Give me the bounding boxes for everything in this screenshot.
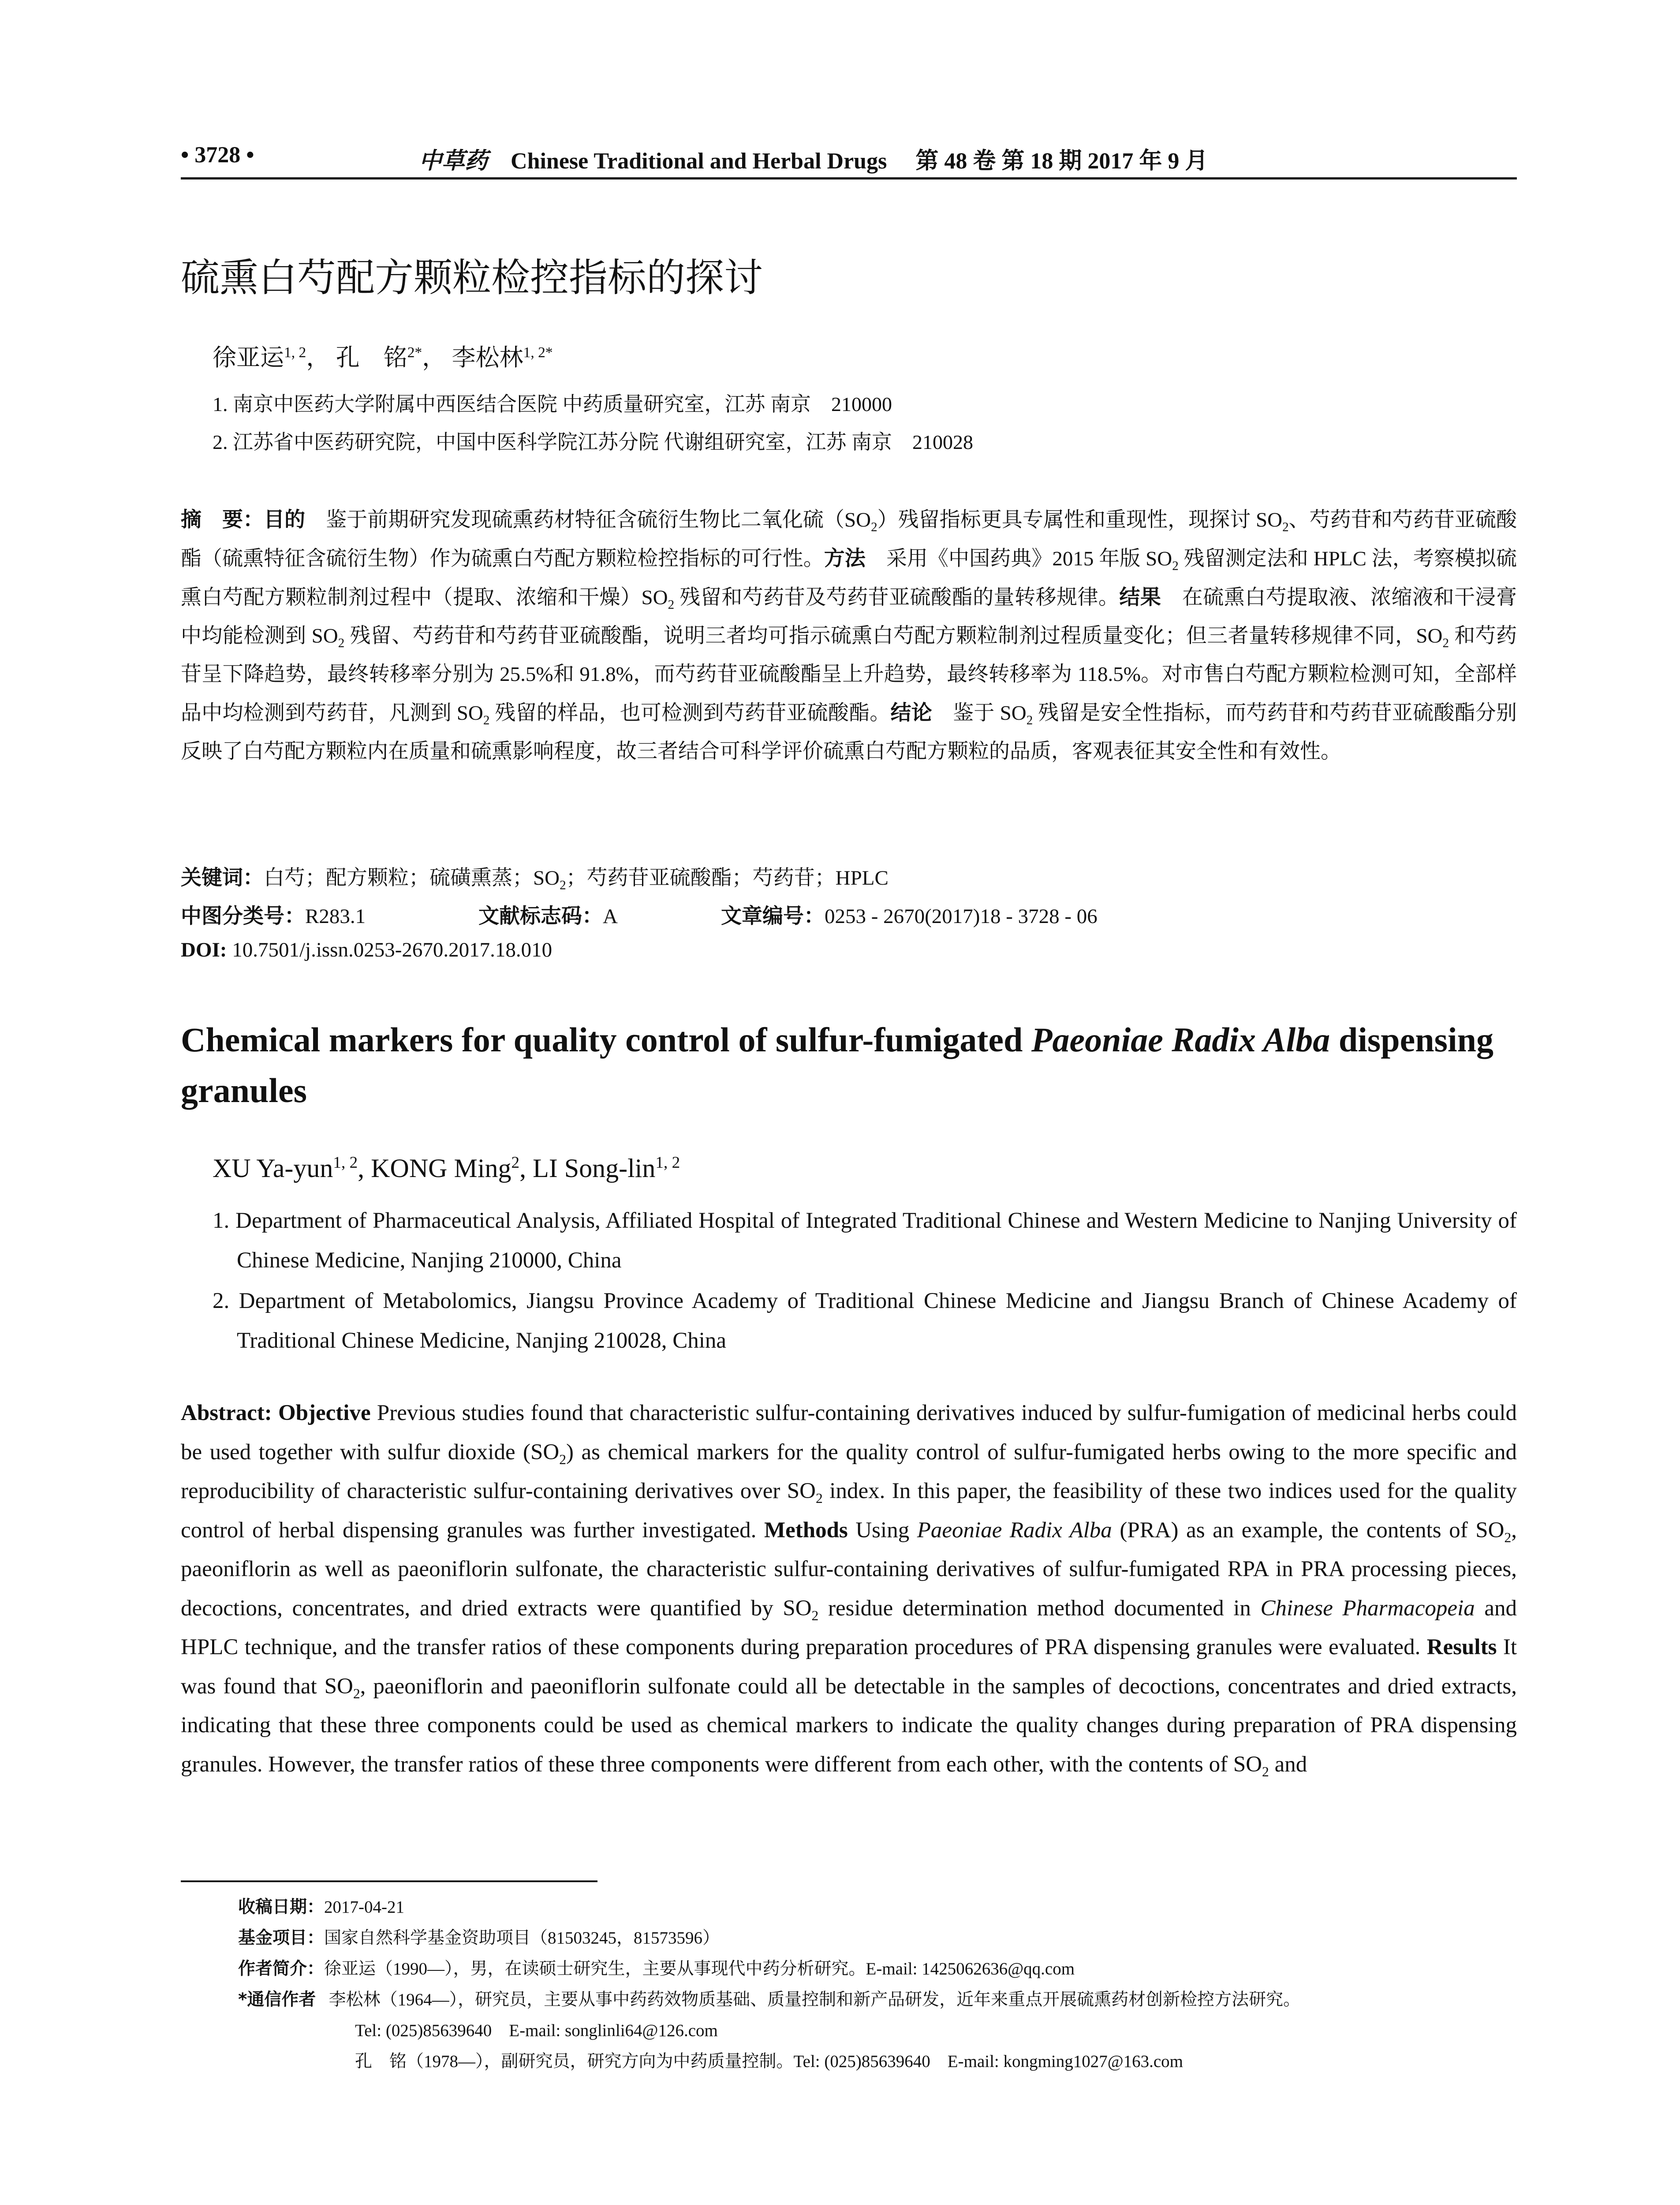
english-affiliation: 2. Department of Metabolomics, Jiangsu Province Academy of Traditional Chinese Medicine and Jiangsu Branch of Chinese Academy of Traditional Chinese Medicine, Nanjing 210028, China	[213, 1289, 1517, 1353]
english-abstract: Abstract: Objective Previous studies found that characteristic sulfur-containing derivatives induced by sulfur-fumigation of medicinal herbs could be used together with sulfur dioxide $(SO_2)$ as chemical markers for the quality control of sulfur-fumigated herbs owing to the more specific and reproducibility of characteristic sulfur-containing derivatives over $SO_2$ index. In this paper, the feasibility of these two indices used for the quality control of herbal dispensing granules was further investigated. Methods Using Paeoniae Radix Alba (PRA) as an example, the contents of $SO_2$, paeoniflorin as well as paeoniflorin sulfonate, the characteristic sulfur-containing derivatives of sulfur-fumigated RPA in PRA processing pieces, decoctions, concentrates, and dried extracts were quantified by $SO_2$ residue determination method documented in Chinese Pharmacopeia and HPLC technique, and the transfer ratios of these components during preparation procedures of PRA dispensing granules were evaluated. Results It was found that $SO_2$, paeoniflorin and paeoniflorin sulfonate could all be detectable in the samples of decoctions, concentrates and dried extracts, indicating that these three components could be used as chemical markers to indicate the quality changes during preparation of PRA dispensing granules. However, the transfer ratios of these three components were different from each other, with the contents of $SO_2$ and	[181, 1401, 1517, 1779]
chinese-affiliation: 2. 江苏省中医药研究院，中国中医科学院江苏分院 代谢组研究室，江苏 南京 210028	[213, 431, 973, 453]
footnote-second-corresponding: 孔 铭（1978—），副研究员，研究方向为中药质量控制。Tel: (025)85639640 E-mail: kongming1027@163.com	[355, 2052, 1183, 2071]
english-title: Chemical markers for quality control of sulfur-fumigated Paeoniae Radix Alba dispensing granules	[181, 1020, 1494, 1110]
author-name: 李松林	[452, 344, 523, 371]
author-name: XU Ya-yun	[213, 1154, 333, 1183]
section-label-methods: Methods	[764, 1517, 848, 1543]
chinese-title: 硫熏白芍配方颗粒检控指标的探讨	[181, 255, 763, 300]
footnote-received: 收稿日期：2017-04-21	[238, 1897, 404, 1917]
section-label-results: 结果	[1119, 585, 1161, 609]
page-number: • 3728 •	[181, 142, 254, 168]
journal-header	[419, 142, 1208, 175]
keywords: 关键词：白芍；配方颗粒；硫磺熏蒸；$SO_2$；芍药苷亚硫酸酯；芍药苷；HPLC	[181, 866, 889, 893]
section-label-objective: Objective	[272, 1401, 371, 1425]
section-label-results: Results	[1426, 1635, 1497, 1659]
doi	[181, 938, 552, 962]
author-name: KONG Ming	[371, 1154, 511, 1183]
chinese-abstract: 摘 要：目的 鉴于前期研究发现硫熏药材特征含硫衍生物比二氧化硫$(SO_2)$残留指标更具专属性和重现性，现探讨 $SO_2$、芍药苷和芍药苷亚硫酸酯（硫熏特征含硫衍生物）作为硫熏白芍配方颗粒检控指标的可行性。方法 采用《中国药典》2015 年版 $SO_2$ 残留测定法和 HPLC 法，考察模拟硫熏白芍配方颗粒制剂过程中（提取、浓缩和干燥）$SO_2$ 残留和芍药苷及芍药苷亚硫酸酯的量转移规律。结果 在硫熏白芍提取液、浓缩液和干浸膏中均能检测到 $SO_2$ 残留、芍药苷和芍药苷亚硫酸酯，说明三者均可指示硫熏白芍配方颗粒制剂过程质量变化；但三者量转移规律不同，$SO_2$ 和芍药苷呈下降趋势，最终转移率分别为 25.5%和 91.8%，而芍药苷亚硫酸酯呈上升趋势，最终转移率为 118.5%。对市售白芍配方颗粒检测可知，全部样品中均检测到芍药苷，凡测到 $SO_2$ 残留的样品，也可检测到芍药苷亚硫酸酯。结论 鉴于 $SO_2$ 残留是安全性指标，而芍药苷和芍药苷亚硫酸酯分别反映了白芍配方颗粒内在质量和硫熏影响程度，故三者结合可科学评价硫熏白芍配方颗粒的品质，客观表征其安全性和有效性。	[181, 508, 1517, 763]
running-header	[181, 142, 1517, 178]
footnotes	[238, 1892, 1517, 2077]
english-authors: XU Ya-yun$^{1, 2}$, KONG Ming$^2$, LI Song-lin$^{1, 2}$	[213, 1154, 680, 1183]
clc-number: R283.1	[305, 905, 366, 928]
footnote-fund: 基金项目：国家自然科学基金资助项目（81503245，81573596）	[238, 1928, 720, 1948]
section-label-objective: 目的	[264, 508, 306, 532]
chinese-authors: 徐亚运$^{1, 2}$， 孔 铭$^{2*}$， 李松林$^{1, 2*}$	[213, 344, 553, 371]
author-affiliation-mark: 1, 2	[333, 1154, 358, 1172]
english-affiliation: 1. Department of Pharmaceutical Analysis, Affiliated Hospital of Integrated Traditional Chinese and Western Medicine to Nanjing University of Chinese Medicine, Nanjing 210000, China	[213, 1208, 1517, 1273]
footnote-rule	[181, 1880, 597, 1882]
author-affiliation-mark: 1, 2*	[523, 344, 553, 361]
doi-link[interactable]: 10.7501/j.issn.0253-2670.2017.18.010	[227, 938, 553, 961]
footnote-author: 作者简介：徐亚运（1990—），男，在读硕士研究生，主要从事现代中药分析研究。E-mail: 1425062636@qq.com	[238, 1959, 1075, 1979]
header-rule	[181, 177, 1517, 179]
journal-issue: 第 48 卷 第 18 期 2017 年 9 月	[915, 149, 1208, 174]
author-affiliation-mark: 2	[511, 1154, 520, 1172]
article-number: 文章编号：0253 - 2670(2017)18 - 3728 - 06	[721, 904, 1098, 928]
author-name: 孔 铭	[336, 344, 407, 371]
doi-label: DOI:	[181, 938, 227, 961]
author-affiliation-mark: 1, 2	[655, 1154, 680, 1172]
abstract-label: 摘 要：	[181, 508, 264, 532]
footnote-corresponding-contact: Tel: (025)85639640 E-mail: songlinli64@126.com	[355, 2021, 718, 2040]
keywords-label: 关键词：	[181, 866, 264, 890]
journal-name-cn: 中草药	[419, 148, 488, 174]
journal-name-en: Chinese Traditional and Herbal Drugs	[511, 149, 887, 174]
author-name: LI Song-lin	[533, 1154, 656, 1183]
section-label-conclusion: 结论	[890, 701, 932, 725]
abstract-label: Abstract:	[181, 1401, 272, 1425]
author-name: 徐亚运	[213, 344, 284, 371]
author-affiliation-mark: 1, 2	[284, 344, 306, 361]
footnote-corresponding: *通信作者 李松林（1964—），研究员，主要从事中药药效物质基础、质量控制和新产品研发，近年来重点开展硫熏药材创新检控方法研究。	[238, 1990, 1301, 2010]
author-affiliation-mark: 2*	[407, 344, 422, 361]
section-label-methods: 方法	[824, 546, 866, 571]
classification-line: 中图分类号：R283.1	[181, 904, 366, 928]
chinese-affiliation: 1. 南京中医药大学附属中西医结合医院 中药质量研究室，江苏 南京 210000	[213, 393, 892, 415]
document-code: 文献标志码：A	[478, 904, 618, 928]
